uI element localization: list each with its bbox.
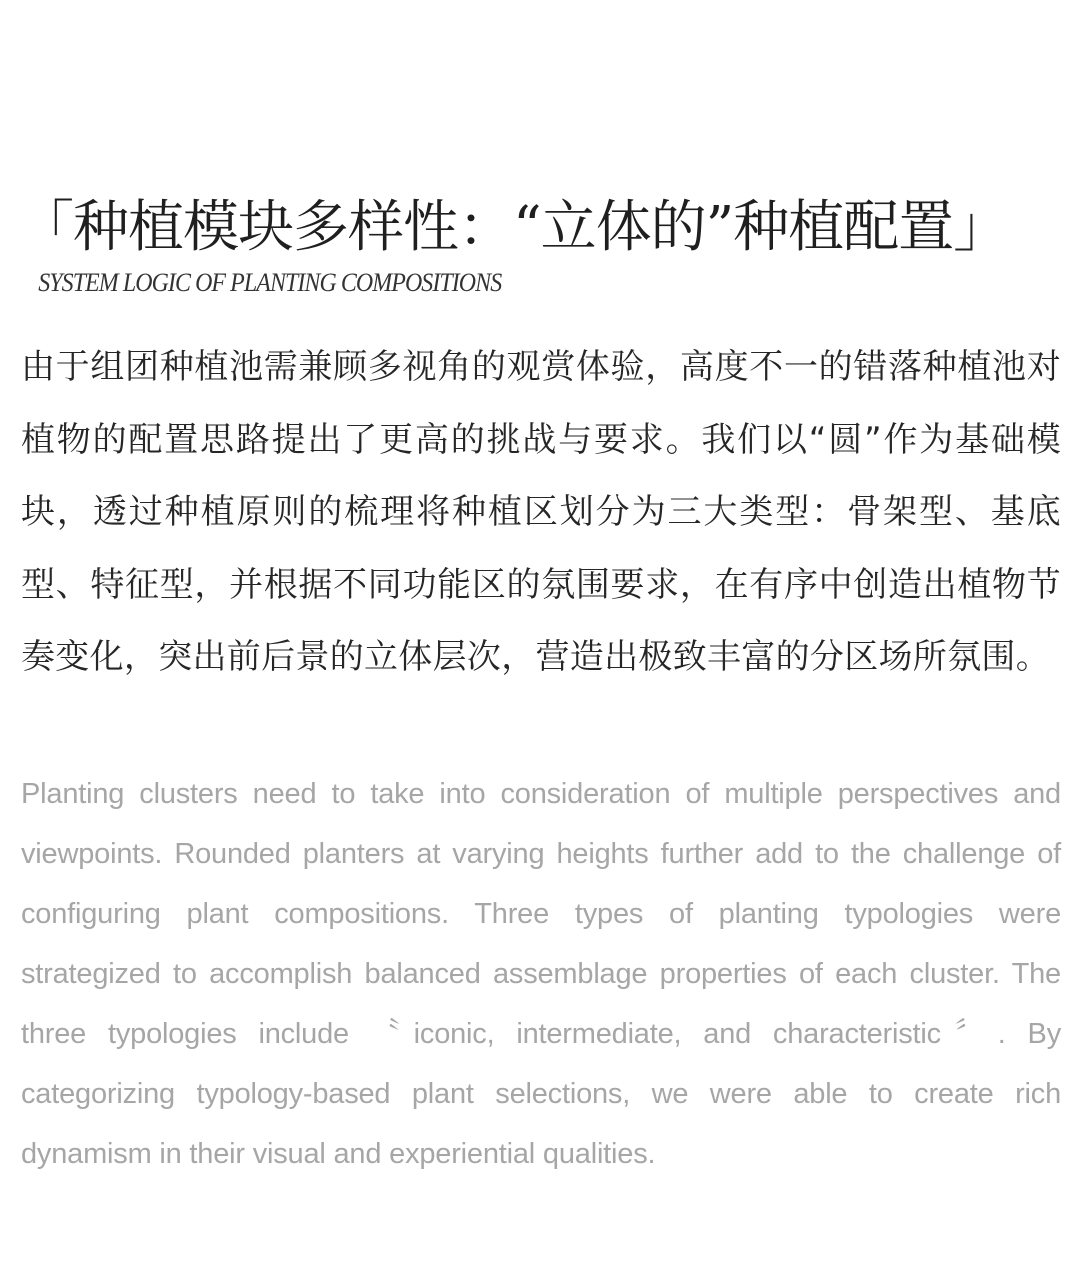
- english-subtitle: SYSTEM LOGIC OF PLANTING COMPOSITIONS: [38, 268, 502, 297]
- section-heading: [18, 188, 1062, 298]
- english-paragraph: Planting clusters need to take into consideration of multiple perspectives and viewpoints. Rounded planters at varying heights further add to the challenge of configuring plant compositions. Three types of planting typologies were strategized to accomplish balanced assemblage properties of each cluster. The three typologies include 〝iconic, intermediate, and characteristic〞. By categorizing typology-based plant selections, we were able to create rich dynamism in their visual and experiential qualities.: [21, 778, 1061, 1170]
- chinese-paragraph: 由于组团种植池需兼顾多视角的观赏体验，高度不一的错落种植池对植物的配置思路提出了更高的挑战与要求。我们以“圆”作为基础模块，透过种植原则的梳理将种植区划分为三大类型：骨架型、基底型、特征型，并根据不同功能区的氛围要求，在有序中创造出植物节奏变化，突出前后景的立体层次，营造出极致丰富的分区场所氛围。: [21, 347, 1061, 677]
- chinese-title: 「种植模块多样性：“立体的”种植配置」: [18, 195, 1009, 260]
